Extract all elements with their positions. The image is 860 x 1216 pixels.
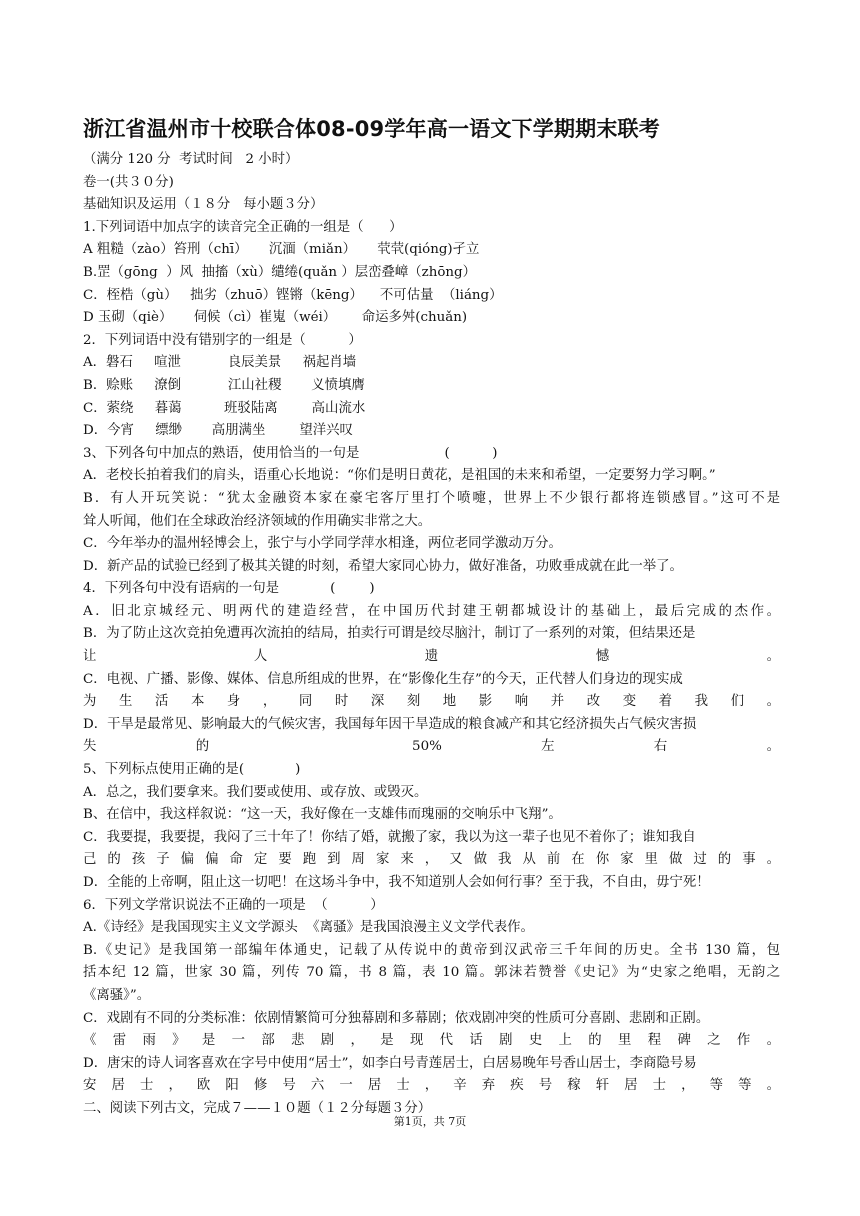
- page-footer: 第1页，共 7页: [393, 1115, 467, 1128]
- text-line: C．我要提，我要提，我闷了三十年了！你结了婚，就搬了家，我以为这一辈子也见不着你了；谁知我自: [83, 829, 696, 845]
- text-line: 2．下列词语中没有错别字的一组是（ ）: [83, 332, 362, 348]
- text-line: 基础知识及运用（１８分 每小题３分）: [83, 197, 324, 213]
- text-line: 4．下列各句中没有语病的一句是 ( ): [83, 581, 375, 597]
- text-line: 5、下列标点使用正确的是( ): [83, 762, 301, 778]
- text-line: （满分 120 分 考试时间 2 小时）: [83, 152, 299, 167]
- document-title: 浙江省温州市十校联合体08-09学年高一语文下学期期末联考: [83, 117, 660, 141]
- text-line: C．今年举办的温州轻博会上，张宁与小学同学萍水相逢，两位老同学激动万分。: [83, 536, 562, 552]
- text-line: 安居士，欧阳修号六一居士，辛弃疾号稼轩居士，等等。: [83, 1078, 780, 1094]
- text-line: B.《史记》是我国第一部编年体通史，记载了从传说中的黄帝到汉武帝三千年间的历史。全书 130 篇，包: [83, 942, 780, 958]
- text-line: D．干旱是最常见、影响最大的气候灾害，我国每年因干旱造成的粮食减产和其它经济损失占气候灾害损: [83, 716, 697, 732]
- text-line: 让人遗憾。: [83, 649, 780, 665]
- text-line: 括本纪 12 篇，世家 30 篇，列传 70 篇，书 8 篇，表 10 篇。郭沫若赞誉《史记》为“史家之绝唱，无韵之: [83, 965, 780, 981]
- text-line: 卷一(共３０分): [83, 174, 174, 190]
- text-line: A．旧北京城经元、明两代的建造经营，在中国历代封建王朝都城设计的基础上，最后完成的杰作。: [83, 603, 780, 619]
- text-line: C．萦绕 暮蔼 班驳陆离 高山流水: [83, 400, 366, 416]
- text-line: A 粗糙（zào）笞刑（chī） 沉湎（miǎn） 茕茕(qióng)孑立: [83, 242, 480, 258]
- text-line: C．桎梏（gù） 拙劣（zhuō）铿锵（kēng） 不可估量 （liáng）: [83, 287, 503, 303]
- text-line: D．唐宋的诗人词客喜欢在字号中使用“居士”，如李白号青莲居士，白居易晚年号香山居士，李商隐号易: [83, 1055, 697, 1071]
- text-line: B.罡（gōng ）风 抽搐（xù）缱绻(quǎn ）层峦叠嶂（zhōng）: [83, 264, 476, 280]
- text-line: 二、阅读下列古文，完成７——１０题（１２分每题３分）: [83, 1100, 432, 1116]
- text-line: D．今宵 缥缈 高朋满坐 望洋兴叹: [83, 423, 353, 439]
- text-line: B．赊账 潦倒 江山社稷 义愤填膺: [83, 377, 365, 393]
- text-line: C．电视、广播、影像、媒体、信息所组成的世界，在“影像化生存”的今天，正代替人们身边的现实成: [83, 671, 683, 687]
- text-line: D．新产品的试验已经到了极其关键的时刻，希望大家同心协力，做好准备，功败垂成就在此一举了。: [83, 558, 683, 574]
- text-line: C．戏剧有不同的分类标准：依剧情繁简可分独幕剧和多幕剧；依戏剧冲突的性质可分喜剧、悲剧和正剧。: [83, 1010, 710, 1026]
- text-line: 6．下列文学常识说法不正确的一项是 （ ）: [83, 897, 384, 913]
- text-line: 耸人听闻，他们在全球政治经济领域的作用确实非常之大。: [83, 513, 432, 529]
- text-line: 为生活本身，同时深刻地影响并改变着我们。: [83, 694, 780, 710]
- document-body: [83, 149, 780, 1121]
- text-line: A.《诗经》是我国现实主义文学源头 《离骚》是我国浪漫主义文学代表作。: [83, 920, 534, 936]
- text-line: D 玉砌（qiè） 伺候（cì）崔嵬（wéi） 命运多舛(chuǎn): [83, 310, 468, 326]
- text-line: 己的孩子偏偏命定要跑到周家来，又做我从前在你家里做过的事。: [83, 852, 780, 868]
- text-line: 《雷雨》是一部悲剧，是现代话剧史上的里程碑之作。: [83, 1033, 780, 1049]
- text-line: A．磐石 喧泄 良辰美景 祸起肖墙: [83, 355, 357, 371]
- text-line: B．有人开玩笑说：“犹太金融资本家在豪宅客厅里打个喷嚏，世界上不少银行都将连锁感冒。”这可不是: [83, 490, 780, 506]
- text-line: 失的 50%左右。: [83, 739, 780, 755]
- text-line: A．总之，我们要拿来。我们要或使用、或存放、或毁灭。: [83, 784, 428, 800]
- text-line: D．全能的上帝啊，阻止这一切吧！在这场斗争中，我不知道别人会如何行事？至于我，不自由，毋宁死！: [83, 875, 710, 890]
- text-line: 3、下列各句中加点的熟语，使用恰当的一句是 ( ): [83, 445, 498, 461]
- text-line: 1.下列词语中加点字的读音完全正确的一组是（ ）: [83, 219, 403, 235]
- text-line: B、在信中，我这样叙说：“这一天，我好像在一支雄伟而瑰丽的交响乐中飞翔”。: [83, 807, 562, 823]
- text-line: B．为了防止这次竞拍免遭再次流拍的结局，拍卖行可谓是绞尽脑汁，制订了一系列的对策，但结果还是: [83, 626, 696, 642]
- text-line: A．老校长拍着我们的肩头，语重心长地说：“你们是明日黄花，是祖国的未来和希望，一定要努力学习啊。”: [83, 468, 716, 484]
- text-line: 《离骚》”。: [83, 987, 151, 1003]
